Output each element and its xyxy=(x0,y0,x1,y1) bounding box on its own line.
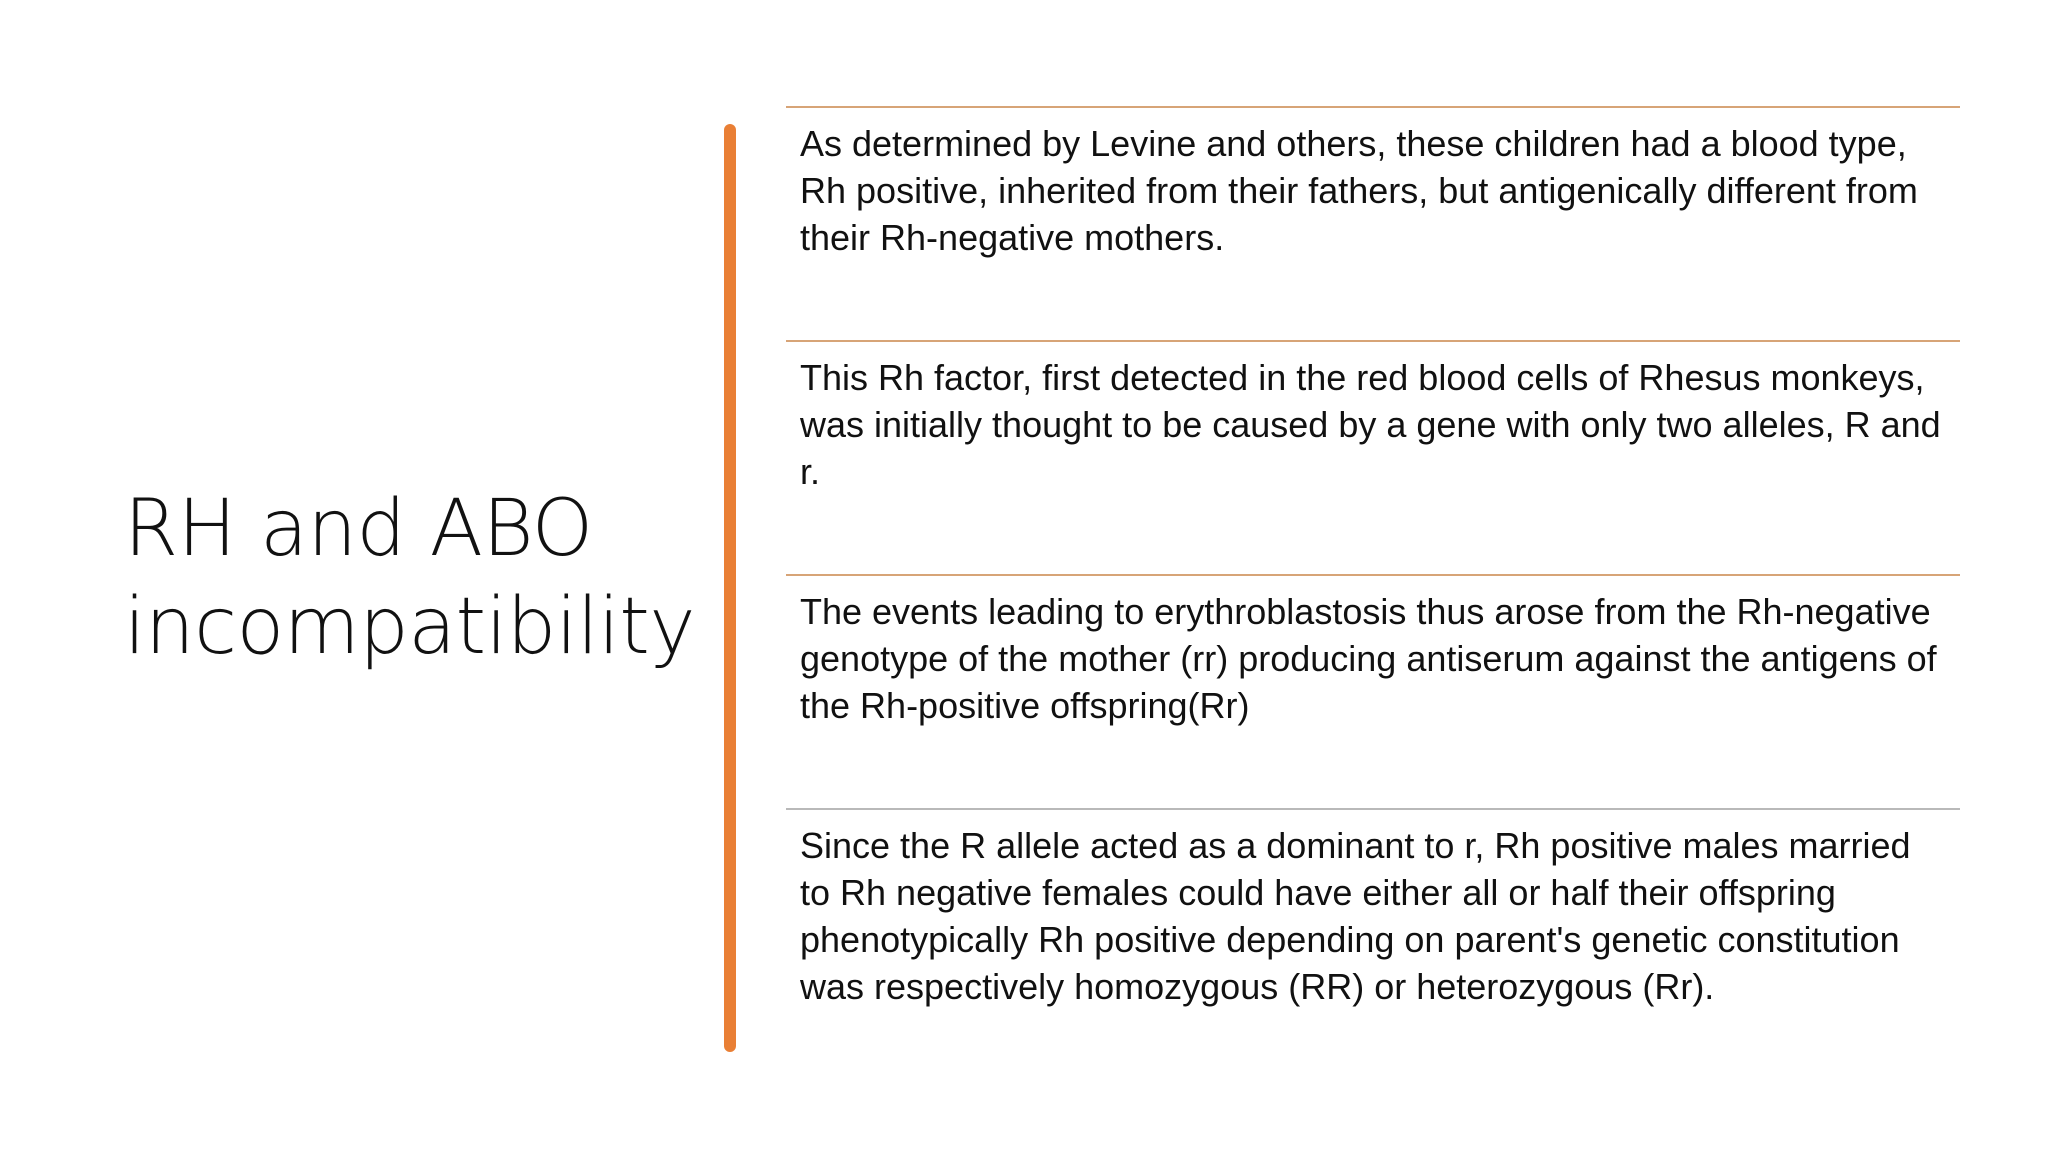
list-item xyxy=(786,574,1960,808)
list-item-text: As determined by Levine and others, these children had a blood type, Rh positive, inherited from their fathers, but antigenically different from their Rh-negative mothers. xyxy=(800,123,1918,258)
list-item xyxy=(786,106,1960,340)
list-item-text: The events leading to erythroblastosis thus arose from the Rh-negative genotype of the mother (rr) producing antiserum against the antigens of the Rh-positive offspring(Rr) xyxy=(800,591,1937,726)
slide-title-line-1: RH and ABO xyxy=(124,484,593,574)
slide-title xyxy=(124,480,696,676)
list-item xyxy=(786,808,1960,1042)
list-item-text: This Rh factor, first detected in the red blood cells of Rhesus monkeys, was initially thought to be caused by a gene with only two alleles, R and r. xyxy=(800,357,1941,492)
list-item-text: Since the R allele acted as a dominant to r, Rh positive males married to Rh negative females could have either all or half their offspring phenotypically Rh positive depending on parent's genetic constitution was respectively homozygous (RR) or heterozygous (Rr). xyxy=(800,825,1911,1007)
content-list xyxy=(786,106,1960,1042)
accent-bar xyxy=(724,124,736,1052)
slide-title-line-2: incompatibility xyxy=(124,582,696,672)
list-item xyxy=(786,340,1960,574)
